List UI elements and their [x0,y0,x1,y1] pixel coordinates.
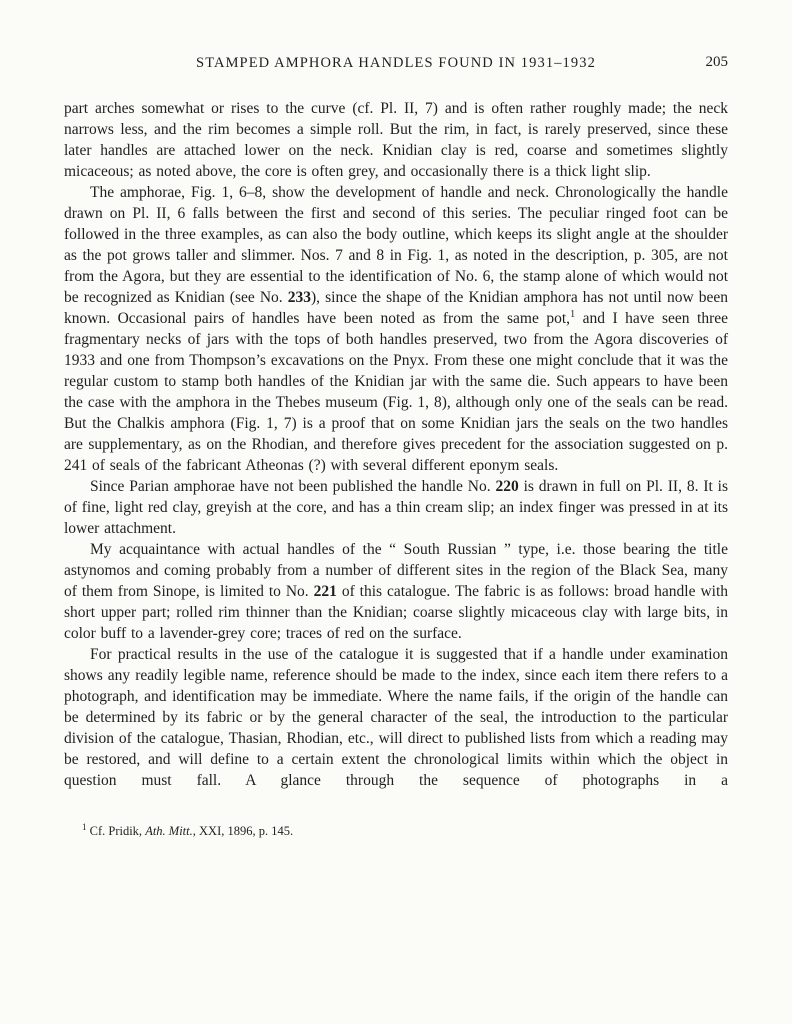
text-run: Since Parian amphorae have not been published the handle No. [90,478,496,495]
text-run: part arches somewhat or rises to the curve (cf. Pl. II, 7) and is often rather roughly made; the neck narrows less, and the rim becomes a simple roll. But the rim, in fact, is rarely preserved, since these later handles are attached lower on the neck. Knidian clay is red, coarse and sometimes slightly micaceous; as noted above, the core is often grey, and occasionally there is a thick light slip. [64,100,728,180]
paragraph [64,182,728,476]
text-run: is drawn in full on Pl. II, 8. It is of fine, light red clay, greyish at the core, and has a thin cream slip; an index finger was pressed in at its lower attachment. [64,478,728,537]
text-run: and I have seen three fragmentary necks of jars with the tops of both handles preserved, two from the Agora discoveries of 1933 and one from Thompson’s excavations on the Pnyx. From these one might conclude that it was the regular custom to stamp both handles of the Knidian jar with the same die. Such appears to have been the case with the amphora in the Thebes museum (Fig. 1, 8), although only one of the seals can be read. But the Chalkis amphora (Fig. 1, 7) is a proof that on some Knidian jars the seals on the two handles are supplementary, as on the Rhodian, and therefore gives precedent for the association suggested on p. 241 of seals of the fabricant Atheonas (?) with several different eponym seals. [64,310,728,474]
catalogue-number-bold: 220 [495,478,519,495]
footnote-citation-italic: Ath. Mitt. [145,824,193,838]
text-run: The amphorae, Fig. 1, 6–8, show the development of handle and neck. Chronologically the handle drawn on Pl. II, 6 falls between the first and second of this series. The peculiar ringed foot can be followed in the three examples, as can also the body outline, which keeps its slight angle at the shoulder as the pot grows taller and slimmer. Nos. 7 and 8 in Fig. 1, as noted in the description, p. 305, are not from the Agora, but they are essential to the identification of No. 6, the stamp alone of which would not be recognized as Knidian (see No. [64,184,728,306]
paragraph [64,539,728,644]
text-run: , XXI, 1896, p. 145. [192,824,294,838]
page-number: 205 [705,54,728,70]
paragraph [64,644,728,791]
catalogue-number-bold: 221 [313,583,337,600]
running-head-title: STAMPED AMPHORA HANDLES FOUND IN 1931–1932 [196,55,596,71]
text-run: ), since the shape of the Knidian amphora has not until now been known. Occasional pairs of handles have been noted as from the same pot, [64,289,728,327]
paragraph [64,98,728,182]
text-run: Cf. Pridik, [86,824,146,838]
paragraph [64,476,728,539]
text-run: My acquaintance with actual handles of the “ South Russian ” type, i.e. those bearing the title astynomos and coming probably from a number of different sites in the region of the Black Sea, many of them from Sinope, is limited to No. [64,541,728,600]
footnote [64,823,728,840]
page-header [64,54,728,74]
page-body [64,98,728,791]
footnote-reference-marker: 1 [570,308,576,320]
text-run: of this catalogue. The fabric is as follows: broad handle with short upper part; rolled rim thinner than the Knidian; coarse slightly micaceous clay with large bits, in color buff to a lavender-grey core; traces of red on the surface. [64,583,728,642]
footnote-number: 1 [82,821,87,832]
catalogue-number-bold: 233 [287,289,311,306]
text-run: For practical results in the use of the catalogue it is suggested that if a handle under examination shows any readily legible name, reference should be made to the index, since each item there refers to a photograph, and identification may be immediate. Where the name fails, if the origin of the handle can be determined by its fabric or by the general character of the seal, the introduction to the particular division of the catalogue, Thasian, Rhodian, etc., will direct to published lists from which a reading may be restored, and will define to a certain extent the chronological limits within which the object in question must fall. A glance through the sequence of photographs in a [64,646,728,789]
